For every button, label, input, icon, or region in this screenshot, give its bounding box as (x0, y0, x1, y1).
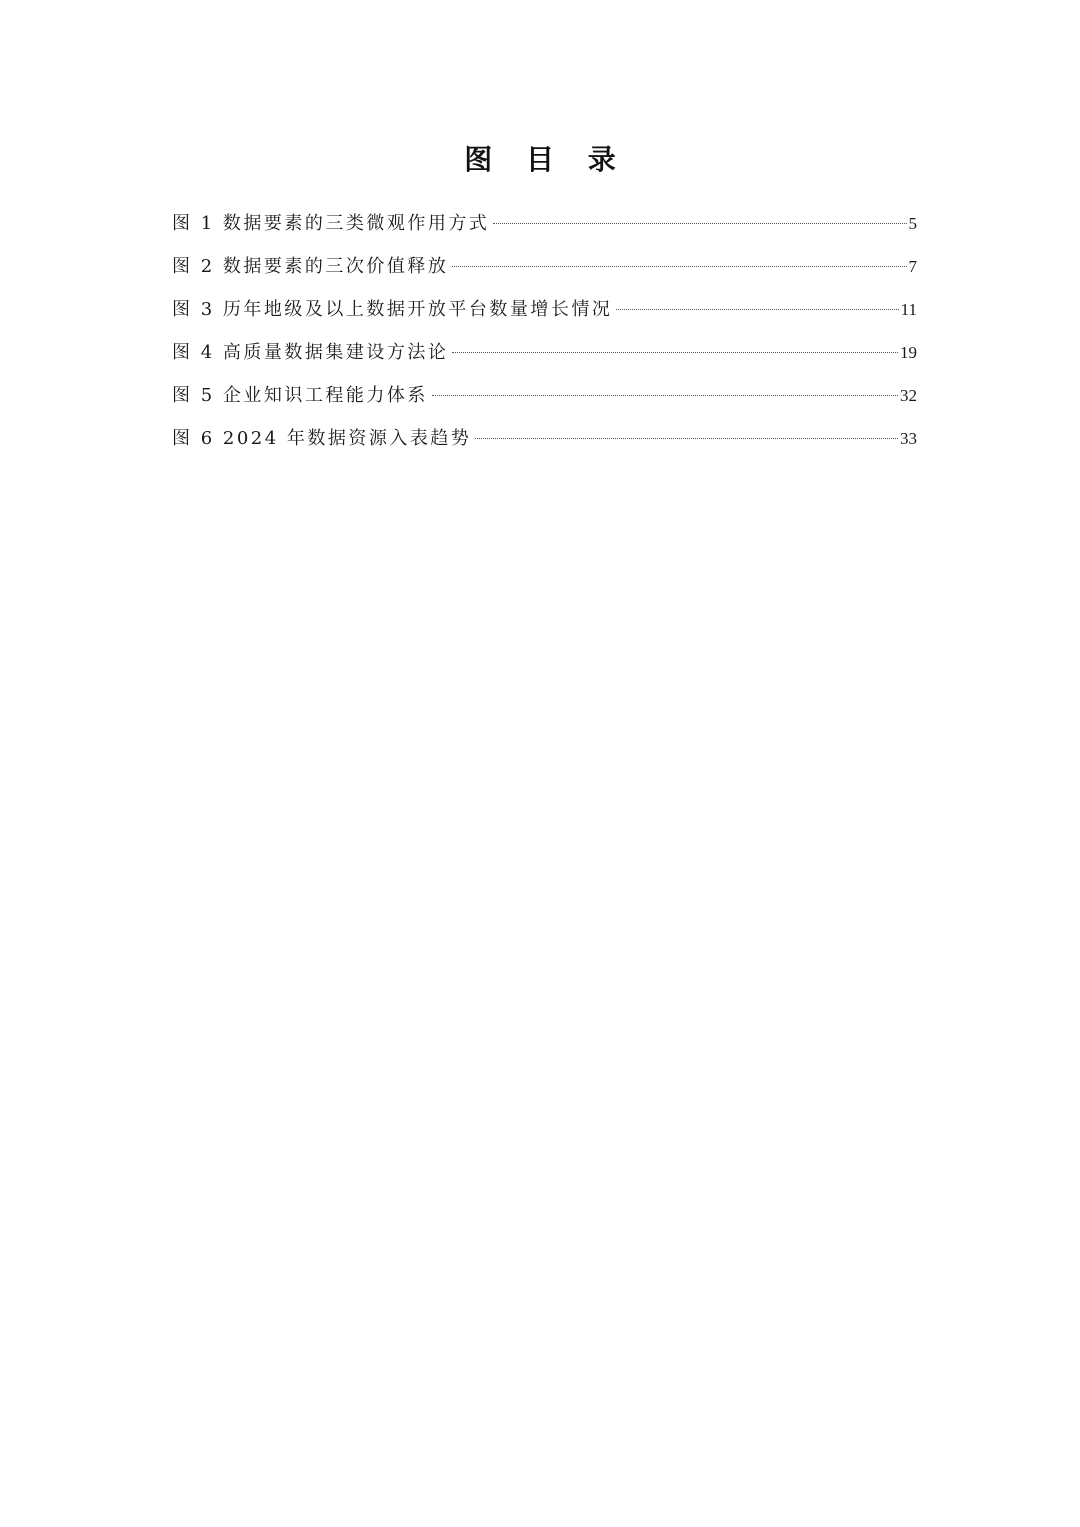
entry-page-number: 7 (908, 257, 917, 276)
entry-label: 图 3 历年地级及以上数据开放平台数量增长情况 (172, 299, 613, 320)
entry-page-number: 5 (908, 214, 917, 233)
entry-page-number: 33 (900, 429, 917, 448)
entry-label: 图 1 数据要素的三类微观作用方式 (172, 213, 490, 234)
dot-leader (432, 395, 898, 396)
page-title: 图 目 录 (464, 143, 628, 176)
entry-label: 图 6 2024 年数据资源入表趋势 (172, 428, 472, 449)
toc-entry[interactable] (172, 206, 917, 249)
entry-page-number: 19 (900, 343, 917, 362)
toc-entry[interactable] (172, 378, 917, 421)
dot-leader (493, 223, 906, 224)
dot-leader (452, 266, 906, 267)
dot-leader (452, 352, 898, 353)
entry-page-number: 11 (900, 300, 917, 319)
dot-leader (616, 309, 898, 310)
toc-entry[interactable] (172, 335, 917, 378)
entry-label: 图 4 高质量数据集建设方法论 (172, 342, 449, 363)
entry-page-number: 32 (900, 386, 917, 405)
figure-list (172, 206, 917, 464)
entry-label: 图 2 数据要素的三次价值释放 (172, 256, 449, 277)
toc-entry[interactable] (172, 421, 917, 464)
toc-entry[interactable] (172, 292, 917, 335)
toc-entry[interactable] (172, 249, 917, 292)
entry-label: 图 5 企业知识工程能力体系 (172, 385, 428, 406)
dot-leader (475, 438, 898, 439)
